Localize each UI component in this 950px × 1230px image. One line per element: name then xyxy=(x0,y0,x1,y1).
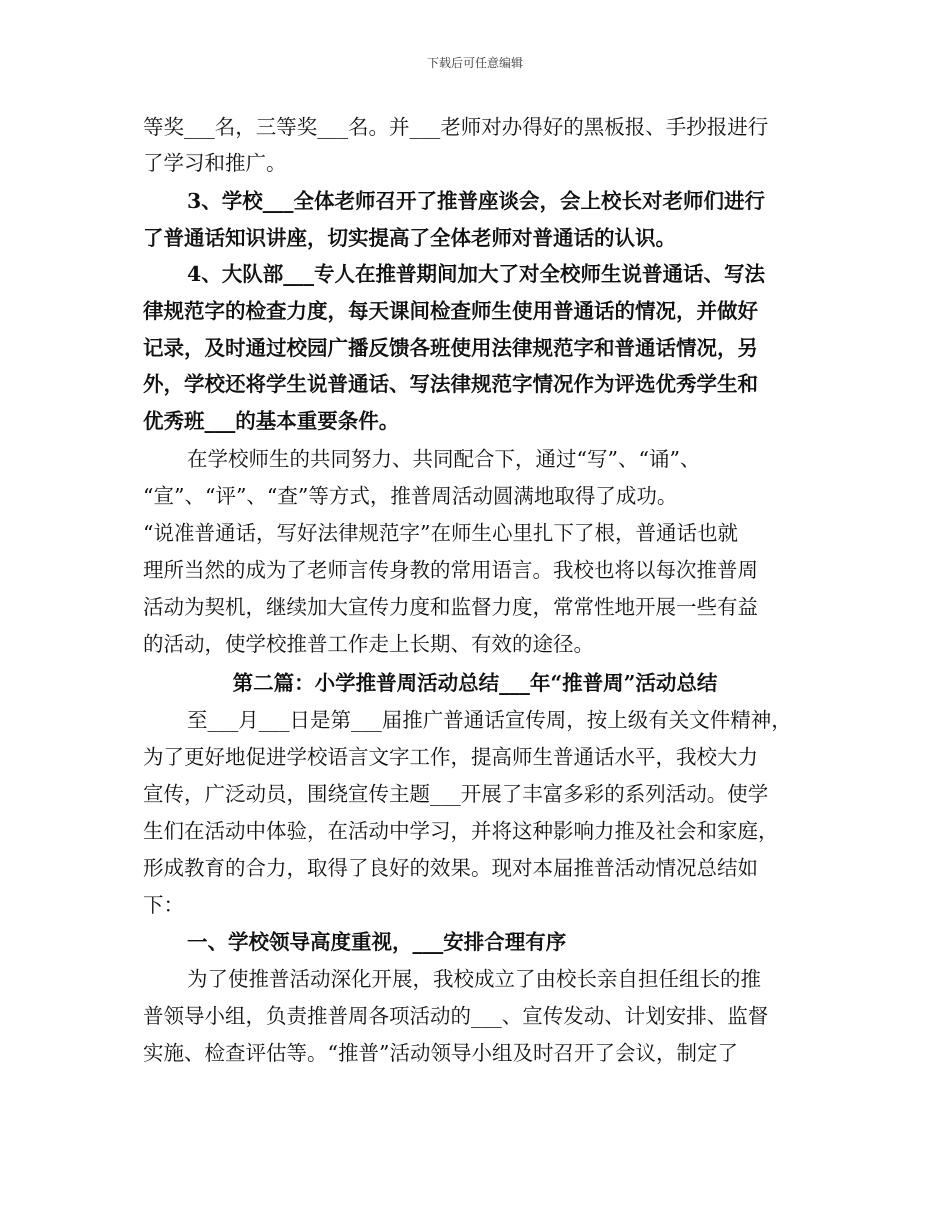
text-line: 生们在活动中体验，在活动中学习，并将这种影响力推及社会和家庭， xyxy=(143,819,779,843)
text-line: 优秀班___的基本重要条件。 xyxy=(143,409,400,433)
text-line: 律规范字的检查力度，每天课间检查师生使用普通话的情况，并做好 xyxy=(143,299,758,323)
subsection-heading: 一、学校领导高度重视，___安排合理有序 xyxy=(187,930,567,954)
text-line: 活动为契机，继续加大宣传力度和监督力度，常常性地开展一些有益 xyxy=(143,595,758,619)
text-line: 为了使推普活动深化开展，我校成立了由校长亲自担任组长的推 xyxy=(187,967,761,991)
text-line: 理所当然的成为了老师言传身教的常用语言。我校也将以每次推普周 xyxy=(143,558,758,582)
text-line: 至___月___日是第___届推广普通话宣传周，按上级有关文件精神， xyxy=(187,708,792,732)
text-line: 的活动，使学校推普工作走上长期、有效的途径。 xyxy=(143,632,594,656)
text-line: 外，学校还将学生说普通话、写法律规范字情况作为评选优秀学生和 xyxy=(143,372,758,396)
text-line: 形成教育的合力，取得了良好的效果。现对本届推普活动情况总结如 xyxy=(143,856,758,880)
text-line: “说准普通话，写好法律规范字”在师生心里扎下了根，普通话也就 xyxy=(143,521,738,545)
text-line: 等奖___名，三等奖___名。并___老师对办得好的黑板报、手抄报进行 xyxy=(143,115,769,139)
text-line: 实施、检查评估等。“推普”活动领导小组及时召开了会议，制定了 xyxy=(143,1041,738,1065)
page-header: 下载后可任意编辑 xyxy=(426,56,523,70)
text-line: 记录，及时通过校园广播反馈各班使用法律规范字和普通话情况，另 xyxy=(143,336,758,360)
text-line: 在学校师生的共同努力、共同配合下，通过“写”、“诵”、 xyxy=(187,447,701,471)
text-line: 为了更好地促进学校语言文字工作，提高师生普通话水平，我校大力 xyxy=(143,745,758,769)
text-line: 了普通话知识讲座，切实提高了全体老师对普通话的认识。 xyxy=(143,226,676,250)
section-title: 第二篇：小学推普周活动总结___年“推普周”活动总结 xyxy=(232,671,718,695)
text-line: 下： xyxy=(143,893,184,917)
text-line: 了学习和推广。 xyxy=(143,151,287,175)
text-line: 普领导小组，负责推普周各项活动的___、宣传发动、计划安排、监督 xyxy=(143,1004,769,1028)
text-line: 3、学校___全体老师召开了推普座谈会，会上校长对老师们进行 xyxy=(187,189,766,213)
text-line: 宣传，广泛动员，围绕宣传主题___开展了丰富多彩的系列活动。使学 xyxy=(143,782,769,806)
text-line: “宣”、“评”、“查”等方式，推普周活动圆满地取得了成功。 xyxy=(143,484,678,508)
text-line: 4、大队部___专人在推普期间加大了对全校师生说普通话、写法 xyxy=(187,262,766,286)
